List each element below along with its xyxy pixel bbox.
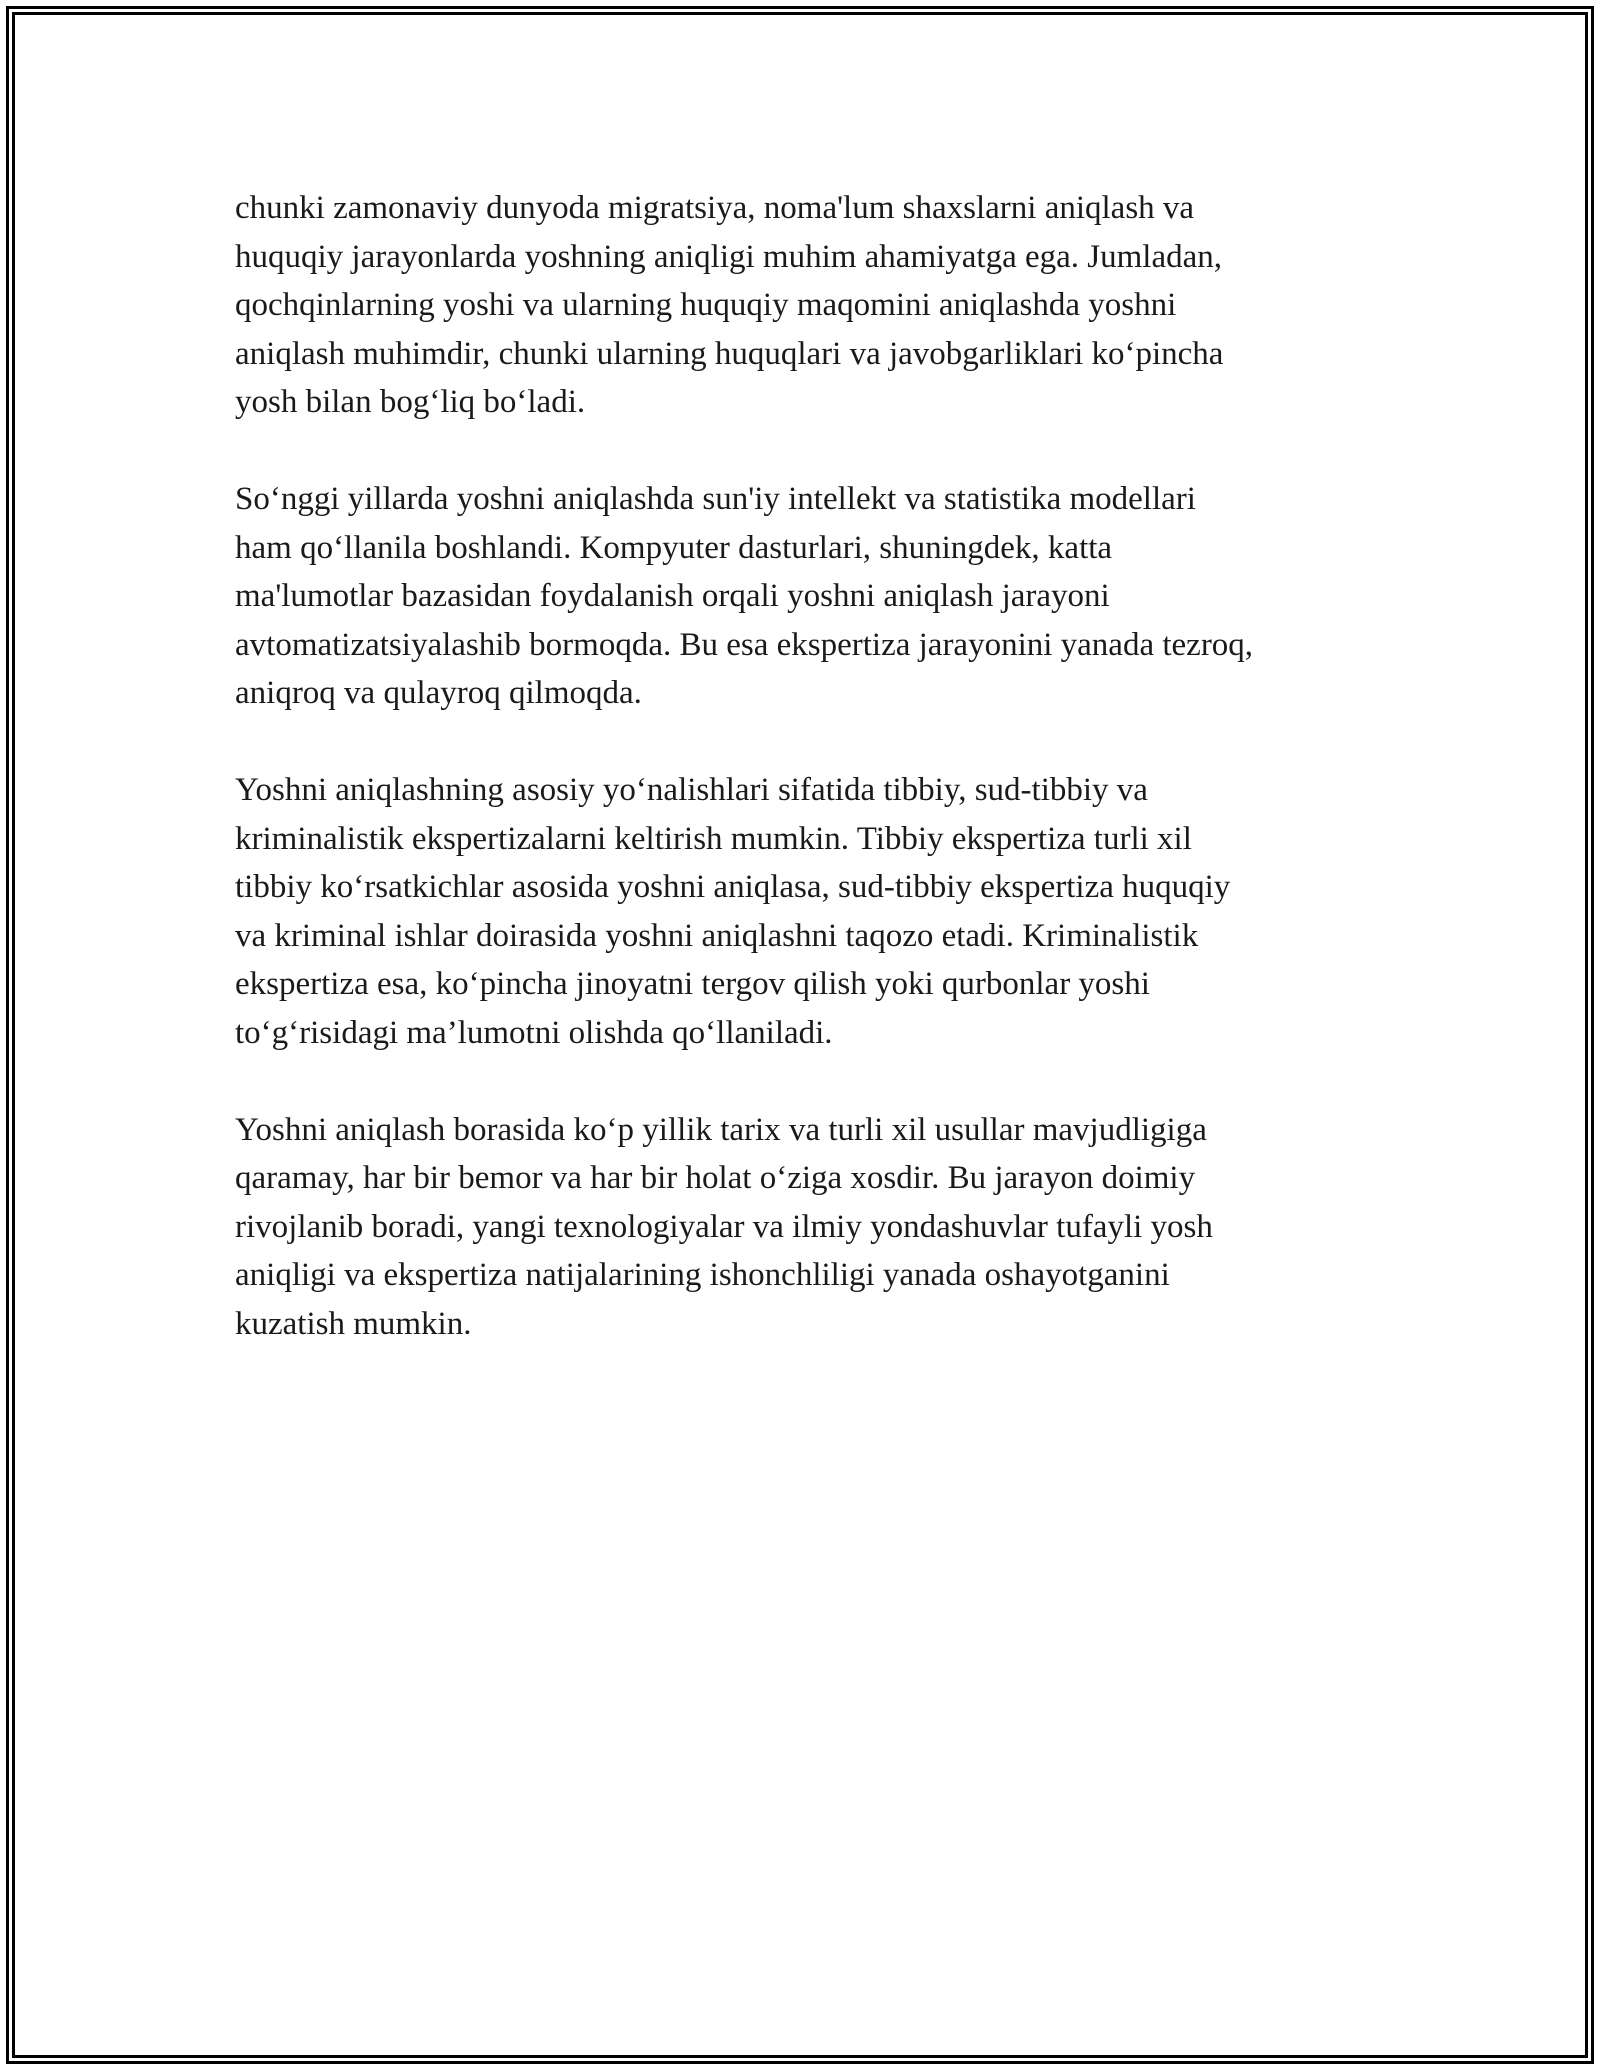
text-line: kuzatish mumkin. xyxy=(235,1305,472,1342)
text-line: chunki zamonaviy dunyoda migratsiya, noma'lum shaxslarni aniqlash va xyxy=(235,190,1195,226)
paragraph-2 xyxy=(235,475,1395,718)
document-body xyxy=(235,184,1395,1397)
text-line: aniqroq va qulayroq qilmoqda. xyxy=(235,675,642,711)
text-line: yosh bilan bog‘liq bo‘ladi. xyxy=(235,384,586,420)
paragraph-1 xyxy=(235,184,1395,427)
text-line: to‘g‘risidagi ma’lumotni olishda qo‘llaniladi. xyxy=(235,1014,833,1051)
text-line: aniqligi va ekspertiza natijalarining ishonchliligi yanada oshayotganini xyxy=(235,1257,1170,1293)
paragraph-4 xyxy=(235,1106,1395,1349)
text-line: ham qo‘llanila boshlandi. Kompyuter dasturlari, shuningdek, katta xyxy=(235,529,1113,566)
text-line: aniqlash muhimdir, chunki ularning huquqlari va javobgarliklari ko‘pincha xyxy=(235,335,1224,372)
text-line: rivojlanib boradi, yangi texnologiyalar va ilmiy yondashuvlar tufayli yosh xyxy=(235,1208,1213,1245)
text-line: qochqinlarning yoshi va ularning huquqiy maqomini aniqlashda yoshni xyxy=(235,287,1177,323)
text-line: Yoshni aniqlashning asosiy yo‘nalishlari sifatida tibbiy, sud-tibbiy va xyxy=(235,772,1148,808)
text-line: ma'lumotlar bazasidan foydalanish orqali yoshni aniqlash jarayoni xyxy=(235,578,1110,614)
text-line: ekspertiza esa, ko‘pincha jinoyatni tergov qilish yoki qurbonlar yoshi xyxy=(235,966,1150,1002)
text-line: avtomatizatsiyalashib bormoqda. Bu esa ekspertiza jarayonini yanada tezroq, xyxy=(235,626,1254,663)
text-line: Yoshni aniqlash borasida ko‘p yillik tarix va turli xil usullar mavjudligiga xyxy=(235,1111,1207,1148)
text-line: va kriminal ishlar doirasida yoshni aniqlashni taqozo etadi. Kriminalistik xyxy=(235,917,1199,954)
text-line: huquqiy jarayonlarda yoshning aniqligi muhim ahamiyatga ega. Jumladan, xyxy=(235,238,1223,275)
paragraph-3 xyxy=(235,766,1395,1057)
text-line: So‘nggi yillarda yoshni aniqlashda sun'iy intellekt va statistika modellari xyxy=(235,481,1196,517)
text-line: tibbiy ko‘rsatkichlar asosida yoshni aniqlasa, sud-tibbiy ekspertiza huquqiy xyxy=(235,869,1231,905)
text-line: kriminalistik ekspertizalarni keltirish mumkin. Tibbiy ekspertiza turli xil xyxy=(235,820,1192,857)
text-line: qaramay, har bir bemor va har bir holat o‘ziga xosdir. Bu jarayon doimiy xyxy=(235,1160,1196,1196)
